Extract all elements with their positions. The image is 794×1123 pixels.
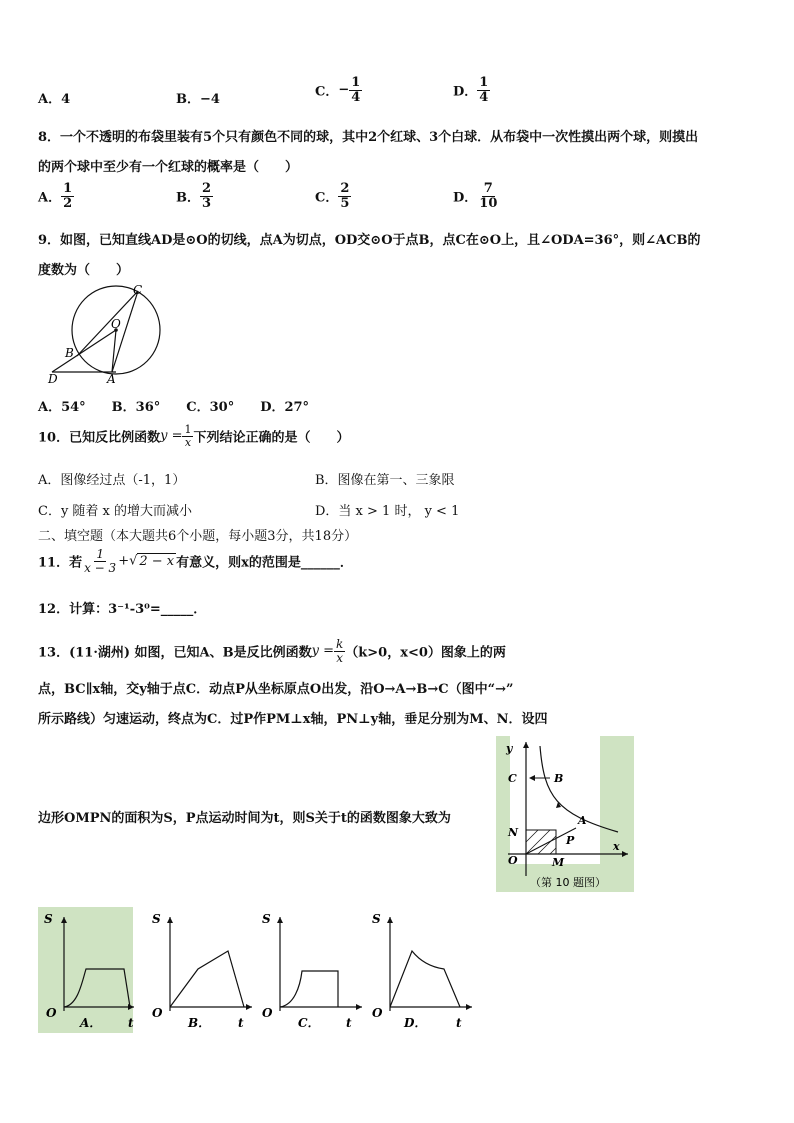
label-d: D xyxy=(48,372,58,386)
svg-text:S: S xyxy=(152,912,161,926)
q10-option-d: D．当 x > 1 时， y < 1 xyxy=(315,504,460,519)
svg-text:S: S xyxy=(262,912,271,926)
graph-d-curve xyxy=(390,951,460,1007)
graph-c xyxy=(258,907,368,1033)
figure-caption: （第 10 题图） xyxy=(530,876,606,889)
graph-c-curve xyxy=(280,971,338,1007)
q13-line3: 所示路线）匀速运动，终点为C．过P作PM⊥x轴，PN⊥y轴，垂足分别为M、N．设四 xyxy=(38,712,548,727)
svg-text:t: t xyxy=(456,1016,462,1030)
line-od xyxy=(52,330,116,372)
q8-line2: 的两个球中至少有一个红球的概率是（ ） xyxy=(38,160,299,175)
q9-line2: 度数为（ ） xyxy=(38,263,130,278)
q10-option-a: A．图像经过点（-1，1） xyxy=(38,473,186,488)
graph-b xyxy=(148,907,258,1033)
label-m: M xyxy=(552,856,565,869)
q9-line1: 9．如图，已知直线AD是⊙O的切线，点A为切点，OD交⊙O于点B，点C在⊙O上，且∠ODA=36°，则∠ACB的 xyxy=(38,233,701,248)
q9-circle-figure xyxy=(40,282,170,387)
label-o: O xyxy=(111,317,121,331)
q10-stem: 10．已知反比例函数y = $\frac{1}{x}$ 下列结论正确的是（ ） xyxy=(38,423,350,449)
label-c: C xyxy=(133,283,143,297)
q8-option-c: C． $\frac{2}{5}$ xyxy=(315,181,350,211)
q13-coordinate-figure xyxy=(496,736,634,892)
q8-line1: 8．一个不透明的布袋里装有5个只有颜色不同的球，其中2个红球、3个白球．从布袋中一次性摸出两个球，则摸出 xyxy=(38,130,699,145)
label-b: B xyxy=(65,346,74,360)
q10-option-c: C．y 随着 x 的增大而减小 xyxy=(38,504,193,519)
q13-line2: 点，BC∥x轴，交y轴于点C．动点P从坐标原点O出发，沿O→A→B→C（图中“→” xyxy=(38,682,514,697)
q8-option-b: B． $\frac{2}{3}$ xyxy=(176,181,212,211)
q8-option-a: A． $\frac{1}{2}$ xyxy=(38,181,73,211)
q10-option-b: B．图像在第一、三象限 xyxy=(315,473,455,488)
label-o: O xyxy=(508,854,518,867)
svg-text:S: S xyxy=(372,912,381,926)
q13-line4: 边形OMPN的面积为S，P点运动时间为t，则S关于t的函数图象大致为 xyxy=(38,811,451,826)
svg-text:B．: B． xyxy=(188,1016,211,1030)
label-y: y xyxy=(506,742,513,755)
figure-white-area xyxy=(510,736,600,864)
svg-text:t: t xyxy=(346,1016,352,1030)
label-b: B xyxy=(554,772,564,785)
label-x: x xyxy=(613,840,620,853)
svg-text:C．: C． xyxy=(298,1016,320,1030)
svg-text:t: t xyxy=(128,1016,134,1030)
graph-a-curve xyxy=(64,969,130,1007)
svg-text:O: O xyxy=(372,1006,383,1020)
q13-figure-panel xyxy=(496,736,634,892)
svg-text:A．: A． xyxy=(80,1016,102,1030)
svg-text:t: t xyxy=(238,1016,244,1030)
section-fill-in-title: 二、填空题（本大题共6个小题，每小题3分，共18分） xyxy=(38,529,358,544)
q8-option-d: D． $\frac{7}{10}$ xyxy=(453,181,498,211)
q7-option-b: B．−4 xyxy=(176,92,220,107)
svg-text:D．: D． xyxy=(404,1016,427,1030)
graph-a xyxy=(38,907,138,1033)
x-axis-arrow xyxy=(622,851,628,857)
graph-b-curve xyxy=(170,951,244,1007)
graph-d xyxy=(368,907,478,1033)
q7-option-a: A．4 xyxy=(38,92,71,107)
q9-options: A．54° B．36° C．30° D．27° xyxy=(38,400,310,415)
q12-stem: 12．计算：3⁻¹-3⁰=_____． xyxy=(38,602,207,617)
label-a: A xyxy=(107,372,116,386)
svg-text:O: O xyxy=(152,1006,163,1020)
q13-line1: 13．(11·湖州) 如图，已知A、B是反比例函数y = $\frac{k}{x}$ （k>0，x<0）图象上的两 xyxy=(38,637,506,665)
svg-text:O: O xyxy=(262,1006,273,1020)
q11-stem: 11．若 $\frac{1}{x - 3}$ +√ 2 − x 有意义，则x的范围是______． xyxy=(38,547,353,575)
svg-text:O: O xyxy=(46,1006,57,1020)
q7-option-c: C．− $\frac{1}{4}$ xyxy=(315,75,361,105)
label-c: C xyxy=(508,772,517,785)
chord-cb xyxy=(77,291,138,356)
label-a: A xyxy=(578,814,587,827)
q7-option-d: D． $\frac{1}{4}$ xyxy=(453,75,489,105)
label-p: P xyxy=(566,834,575,847)
svg-text:S: S xyxy=(44,912,53,926)
label-n: N xyxy=(508,826,519,839)
